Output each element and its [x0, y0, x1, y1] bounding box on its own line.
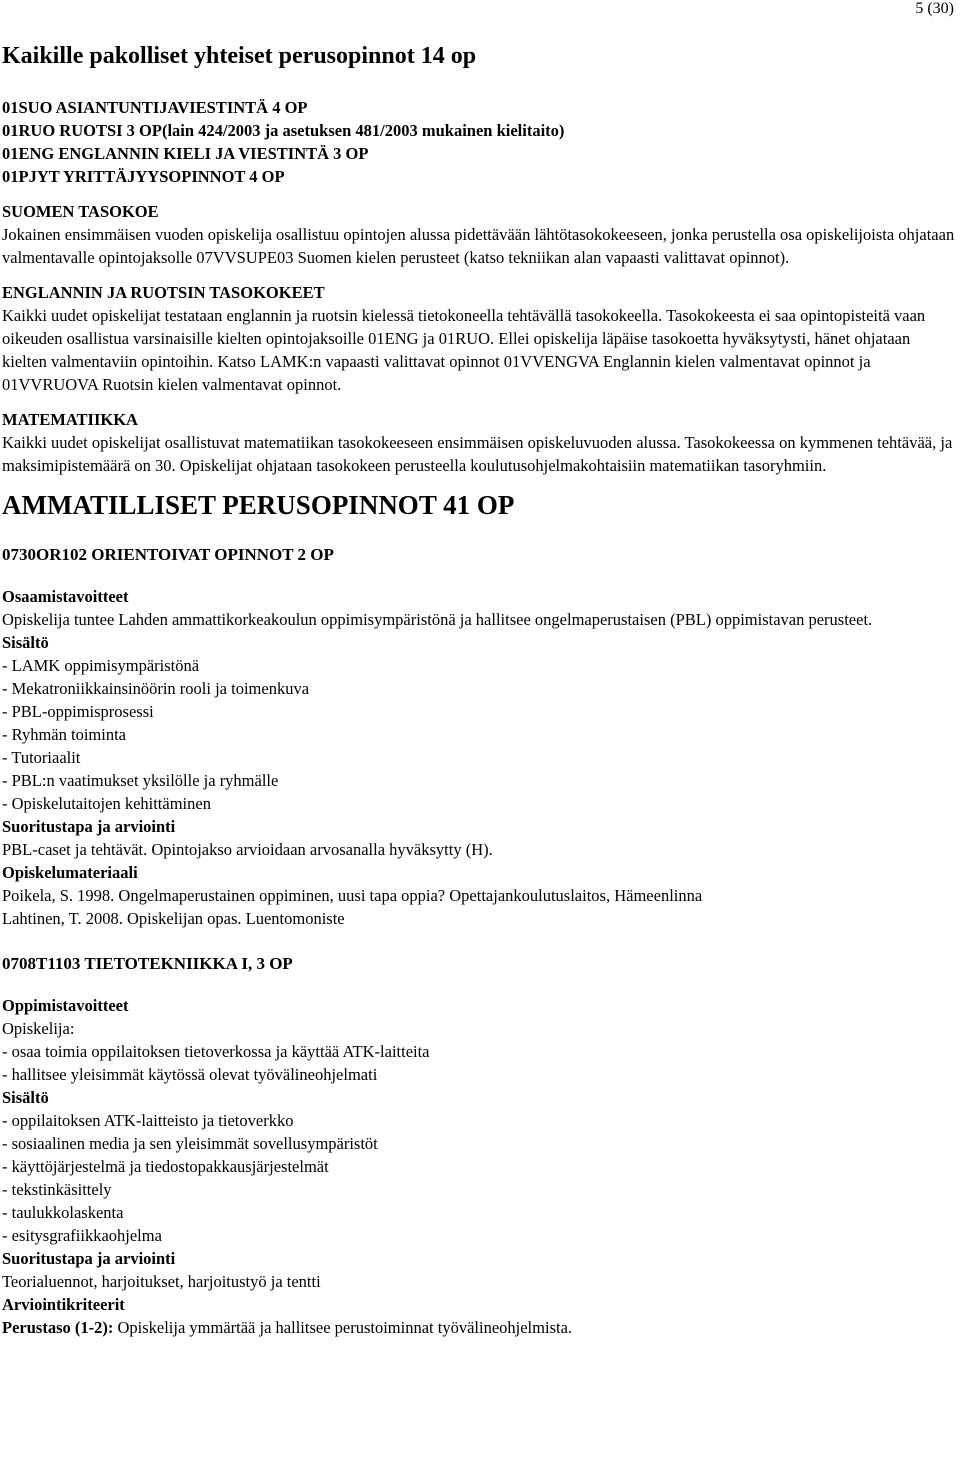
course-code: 01ENG ENGLANNIN KIELI JA VIESTINTÄ 3 OP — [2, 144, 369, 163]
content-heading: Sisältö — [2, 1088, 49, 1107]
list-item: - PBL:n vaatimukset yksilölle ja ryhmälle — [2, 769, 957, 792]
section-text: Jokainen ensimmäisen vuoden opiskelija osallistuu opintojen alussa pidettävään lähtötasokokeeseen, jonka perustella osa opiskelijoista ohjataan valmentavalle opintojaksolle 07VVSUPE03 Suomen kielen perusteet (katso tekniikan alan vapaasti valittavat opinnot). — [2, 225, 955, 267]
section-heading: MATEMATIIKKA — [2, 410, 138, 429]
goals-heading: Osaamistavoitteet — [2, 587, 129, 606]
goals-intro: Opiskelija: — [2, 1019, 75, 1038]
course-code-list — [2, 96, 957, 188]
section-text: Kaikki uudet opiskelijat testataan englannin ja ruotsin kielessä tietokoneella tehtävällä tasokokeella. Tasokokeesta ei saa opintopisteitä vaan oikeuden osallistua varsinaisille kielten opintojaksoille 01ENG ja 01RUO. Ellei opiskelija läpäise tasokoetta hyväksytysti, hänet ohjataan kielten valmentaviin opintoihin. Katso LAMK:n vapaasti valittavat opinnot 01VVENGVA Englannin kielen valmentavat opinnot ja 01VVRUOVA Ruotsin kielen valmentavat opinnot. — [2, 306, 926, 394]
big-heading: AMMATILLISET PERUSOPINNOT 41 OP — [2, 490, 515, 520]
material-line: Poikela, S. 1998. Ongelmaperustainen oppiminen, uusi tapa oppia? Opettajankoulutuslaitos, Hämeenlinna — [2, 886, 703, 905]
list-item: - Opiskelutaitojen kehittäminen — [2, 792, 957, 815]
course-code: 01SUO ASIANTUNTIJAVIESTINTÄ 4 OP — [2, 98, 308, 117]
course-code: 01RUO RUOTSI 3 OP(lain 424/2003 ja asetuksen 481/2003 mukainen kielitaito) — [2, 121, 565, 140]
course-orientation — [2, 543, 957, 930]
content-list — [2, 1109, 957, 1247]
method-text: PBL-caset ja tehtävät. Opintojakso arvioidaan arvosanalla hyväksytty (H). — [2, 840, 493, 859]
course-title: 0730OR102 ORIENTOIVAT OPINNOT 2 OP — [2, 545, 334, 564]
section-finnish-test — [2, 200, 957, 269]
list-item: - PBL-oppimisprosessi — [2, 700, 957, 723]
course-it — [2, 952, 957, 1339]
list-item: - sosiaalinen media ja sen yleisimmät sovellusympäristöt — [2, 1132, 957, 1155]
list-item: - Mekatroniikkainsinöörin rooli ja toimenkuva — [2, 677, 957, 700]
section-math — [2, 408, 957, 477]
material-heading: Opiskelumateriaali — [2, 863, 138, 882]
section-heading: SUOMEN TASOKOE — [2, 202, 159, 221]
list-item: - taulukkolaskenta — [2, 1201, 957, 1224]
page-number: 5 (30) — [915, 0, 954, 17]
method-heading: Suoritustapa ja arviointi — [2, 817, 176, 836]
criteria-text: Opiskelija ymmärtää ja hallitsee perustoiminnat työvälineohjelmista. — [113, 1318, 573, 1337]
list-item: - hallitsee yleisimmät käytössä olevat työvälineohjelmati — [2, 1063, 957, 1086]
content-heading: Sisältö — [2, 633, 49, 652]
material-line: Lahtinen, T. 2008. Opiskelijan opas. Luentomoniste — [2, 909, 345, 928]
list-item: - LAMK oppimisympäristönä — [2, 654, 957, 677]
content-list — [2, 654, 957, 815]
section-language-tests — [2, 281, 957, 396]
document-body — [2, 42, 957, 1339]
section-text: Kaikki uudet opiskelijat osallistuvat matematiikan tasokokeeseen ensimmäisen opiskeluvuoden alussa. Tasokokeessa on kymmenen tehtävää, ja maksimipistemäärä on 30. Opiskelijat ohjataan tasokokeen perusteella koulutusohjelmakohtaisiin matematiikan tasoryhmiin. — [2, 433, 953, 475]
course-code: 01PJYT YRITTÄJYYSOPINNOT 4 OP — [2, 167, 285, 186]
criteria-heading: Arviointikriteerit — [2, 1295, 125, 1314]
method-heading: Suoritustapa ja arviointi — [2, 1249, 176, 1268]
section-heading: ENGLANNIN JA RUOTSIN TASOKOKEET — [2, 283, 325, 302]
goals-list — [2, 1040, 957, 1086]
goals-text: Opiskelija tuntee Lahden ammattikorkeakoulun oppimisympäristönä ja hallitsee ongelmaperustaisen (PBL) oppimistavan perusteet. — [2, 610, 873, 629]
list-item: - käyttöjärjestelmä ja tiedostopakkausjärjestelmät — [2, 1155, 957, 1178]
method-text: Teorialuennot, harjoitukset, harjoitustyö ja tentti — [2, 1272, 321, 1291]
list-item: - oppilaitoksen ATK-laitteisto ja tietoverkko — [2, 1109, 957, 1132]
goals-heading: Oppimistavoitteet — [2, 996, 129, 1015]
criteria-label: Perustaso (1-2): — [2, 1318, 114, 1337]
list-item: - Ryhmän toiminta — [2, 723, 957, 746]
course-title: 0708T1103 TIETOTEKNIIKKA I, 3 OP — [2, 954, 293, 973]
list-item: - esitysgrafiikkaohjelma — [2, 1224, 957, 1247]
criteria-line — [2, 1316, 957, 1339]
list-item: - osaa toimia oppilaitoksen tietoverkossa ja käyttää ATK-laitteita — [2, 1040, 957, 1063]
list-item: - tekstinkäsittely — [2, 1178, 957, 1201]
page-title: Kaikille pakolliset yhteiset perusopinnot 14 op — [2, 43, 477, 69]
list-item: - Tutoriaalit — [2, 746, 957, 769]
